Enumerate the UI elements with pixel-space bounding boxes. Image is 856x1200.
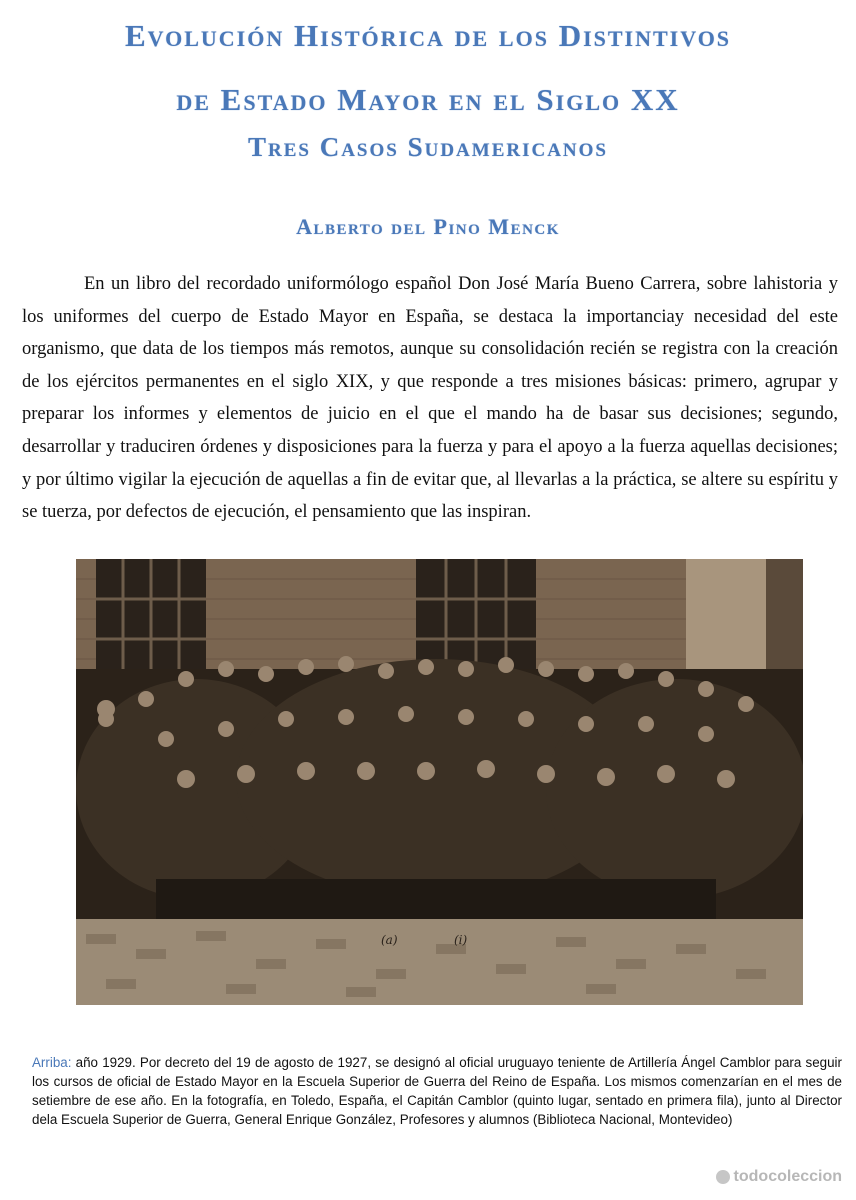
group-photograph	[76, 559, 803, 1005]
watermark	[716, 1168, 842, 1186]
caption-text: año 1929. Por decreto del 19 de agosto de 1927, se designó al oficial uruguayo teniente de Artillería Ángel Camblor para seguir los cursos de oficial de Estado Mayor en la Escuela Superior de Guerra del Reino de España. Los mismos comenzarían en el mes de setiembre de ese año. En la fotografía, en Toledo, España, el Capitán Camblor (quinto lugar, sentado en primera fila), junto al Director dela Escuela Superior de Guerra, General Enrique González, Profesores y alumnos (Biblioteca Nacional, Montevideo)	[32, 1055, 842, 1127]
photo-mark-a: (a)	[381, 933, 398, 947]
watermark-text: todocoleccion	[733, 1168, 842, 1185]
author-name: Alberto del Pino Menck	[296, 214, 560, 239]
title-line-1: Evolución Histórica de los Distintivos	[124, 18, 732, 53]
title-line-2: de Estado Mayor en el Siglo XX	[176, 82, 680, 117]
photo-illustration	[76, 559, 803, 1005]
photo-mark-i: (i)	[454, 933, 468, 947]
intro-paragraph: En un libro del recordado uniformólogo español Don José María Bueno Carrera, sobre lahistoria y los uniformes del cuerpo de Estado Mayor en España, se destaca la importanciay necesidad del este organismo, que data de los tiempos más remotos, aunque su consolidación recién se registra con la creación de los ejércitos permanentes en el siglo XIX, y que responde a tres misiones básicas: primero, agrupar y preparar los informes y elementos de juicio en el que el mando ha de basar sus decisiones; segundo, desarrollar y traduciren órdenes y disposiciones para la fuerza y para el apoyo a la fuerza aquellas decisiones; y por último vigilar la ejecución de aquellas a fin de evitar que, al llevarlas a la práctica, se altere su espíritu y se tuerza, por defectos de ejecución, el pensamiento que las inspiran.	[22, 274, 838, 523]
watermark-logo-icon	[716, 1170, 730, 1184]
subtitle: Tres Casos Sudamericanos	[247, 132, 608, 162]
caption-lead: Arriba:	[32, 1055, 72, 1070]
photo-caption	[32, 1053, 842, 1129]
